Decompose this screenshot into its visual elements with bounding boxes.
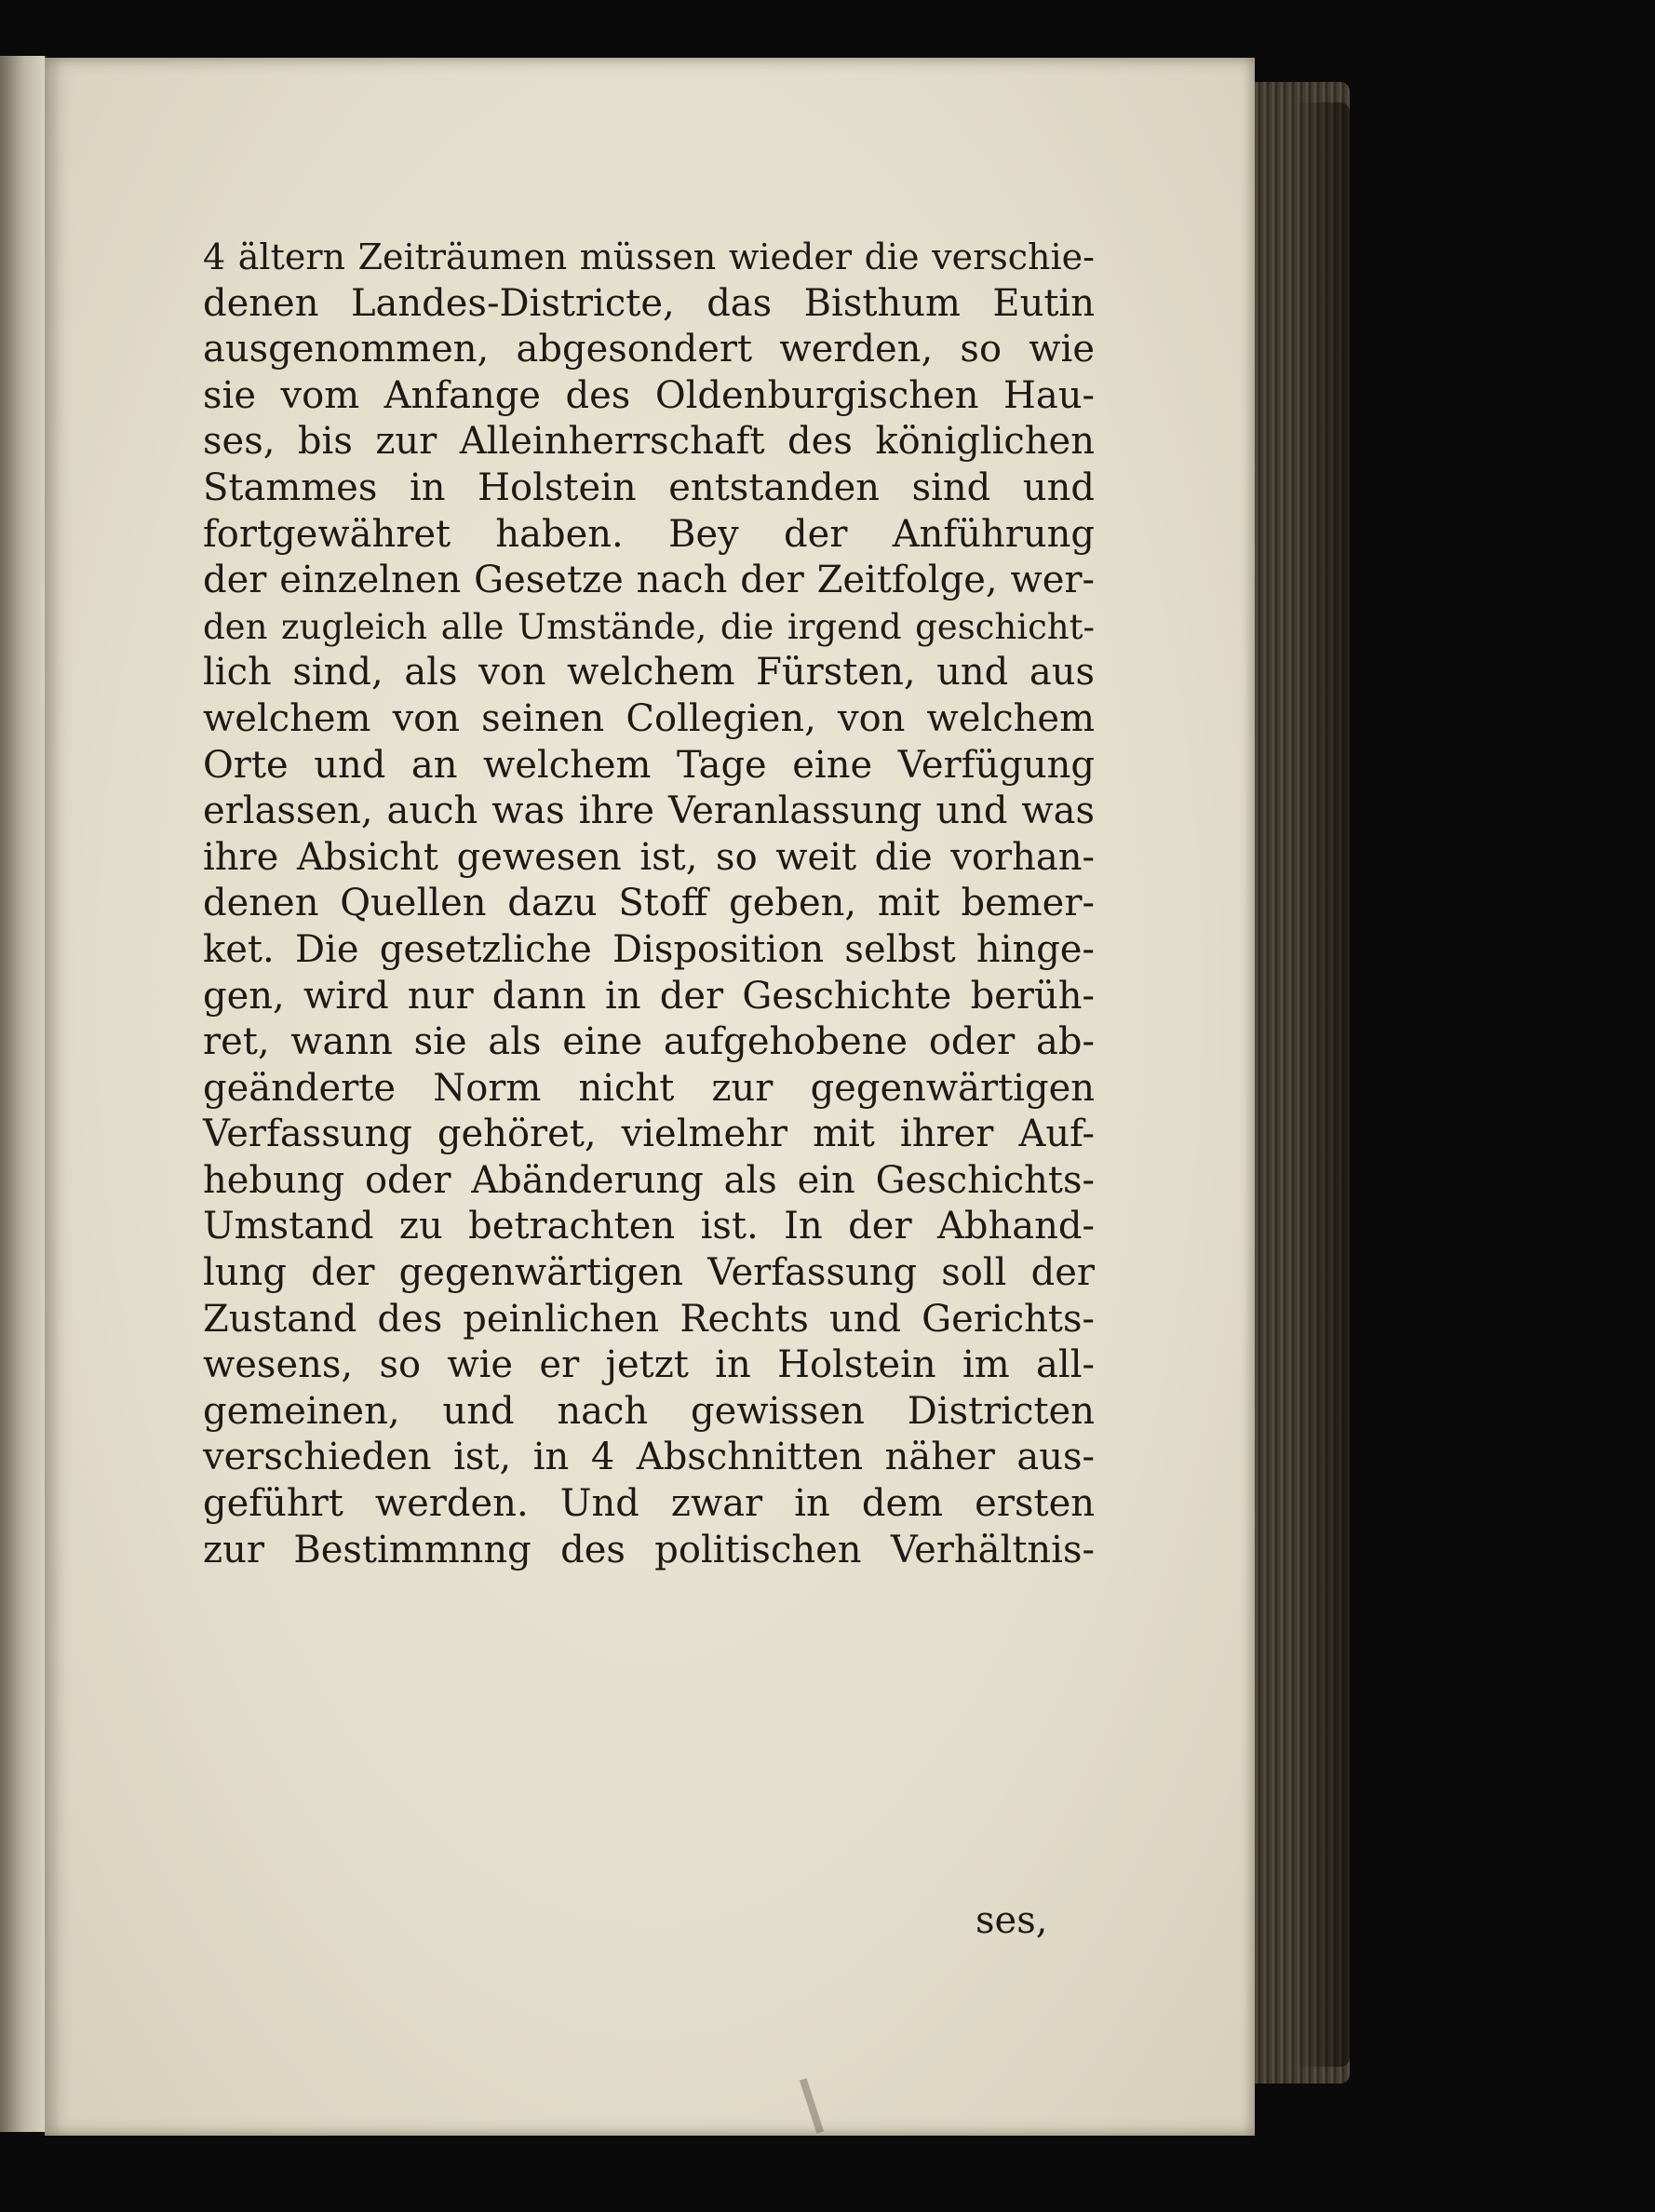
text-line: ausgenommen, abgesondert werden, so wie — [203, 328, 1095, 371]
text-line: Orte und an welchem Tage eine Verfügung — [203, 743, 1095, 787]
text-line: erlassen, auch was ihre Veranlassung und was — [203, 789, 1095, 833]
text-line: der einzelnen Gesetze nach der Zeitfolge, wer- — [203, 559, 1095, 602]
book-page — [45, 58, 1255, 2136]
text-line: ket. Die gesetzliche Disposition selbst hinge- — [203, 927, 1095, 971]
text-line: Umstand zu betrachten ist. In der Abhand- — [203, 1205, 1095, 1248]
text-line: lich sind, als von welchem Fürsten, und aus — [203, 651, 1095, 695]
text-line: welchem von seinen Collegien, von welchem — [203, 696, 1095, 740]
text-line: Verfassung gehöret, vielmehr mit ihrer Auf- — [203, 1113, 1095, 1156]
text-line: zur Bestimmnng des politischen Verhältnis- — [203, 1528, 1095, 1571]
text-line: gen, wird nur dann in der Geschichte berüh- — [203, 974, 1095, 1018]
text-line: geführt werden. Und zwar in dem ersten — [203, 1482, 1095, 1526]
text-line: denen Quellen dazu Stoff geben, mit bemer- — [203, 882, 1095, 925]
text-line: 4 ältern Zeiträumen müssen wieder die verschie- — [203, 236, 1095, 277]
text-line: denen Landes-Districte, das Bisthum Eutin — [203, 281, 1095, 325]
text-line: Zustand des peinlichen Rechts und Gerichts- — [203, 1297, 1095, 1341]
text-line: verschieden ist, in 4 Abschnitten näher aus- — [203, 1436, 1095, 1479]
text-line: ihre Absicht gewesen ist, so weit die vorhan- — [203, 835, 1095, 879]
text-line: sie vom Anfange des Oldenburgischen Hau- — [203, 373, 1095, 417]
previous-page-edge — [0, 56, 47, 2132]
text-line: den zugleich alle Umstände, die irgend geschicht- — [203, 606, 1095, 647]
text-line: ses, bis zur Alleinherrschaft des königlichen — [203, 420, 1095, 464]
text-line: fortgewähret haben. Bey der Anführung — [203, 512, 1095, 556]
text-line: ret, wann sie als eine aufgehobene oder ab- — [203, 1020, 1095, 1064]
text-line: gemeinen, und nach gewissen Districten — [203, 1389, 1095, 1433]
text-line: wesens, so wie er jetzt in Holstein im all- — [203, 1343, 1095, 1387]
catchword: ses, — [976, 1899, 1048, 1942]
text-line: Stammes in Holstein entstanden sind und — [203, 465, 1095, 509]
page-mark — [800, 2078, 824, 2134]
text-line: lung der gegenwärtigen Verfassung soll der — [203, 1251, 1095, 1295]
book-edge-shadow — [1294, 102, 1350, 2067]
text-line: hebung oder Abänderung als ein Geschichts- — [203, 1158, 1095, 1202]
body-text — [203, 235, 1095, 1573]
text-line: geänderte Norm nicht zur gegenwärtigen — [203, 1066, 1095, 1110]
